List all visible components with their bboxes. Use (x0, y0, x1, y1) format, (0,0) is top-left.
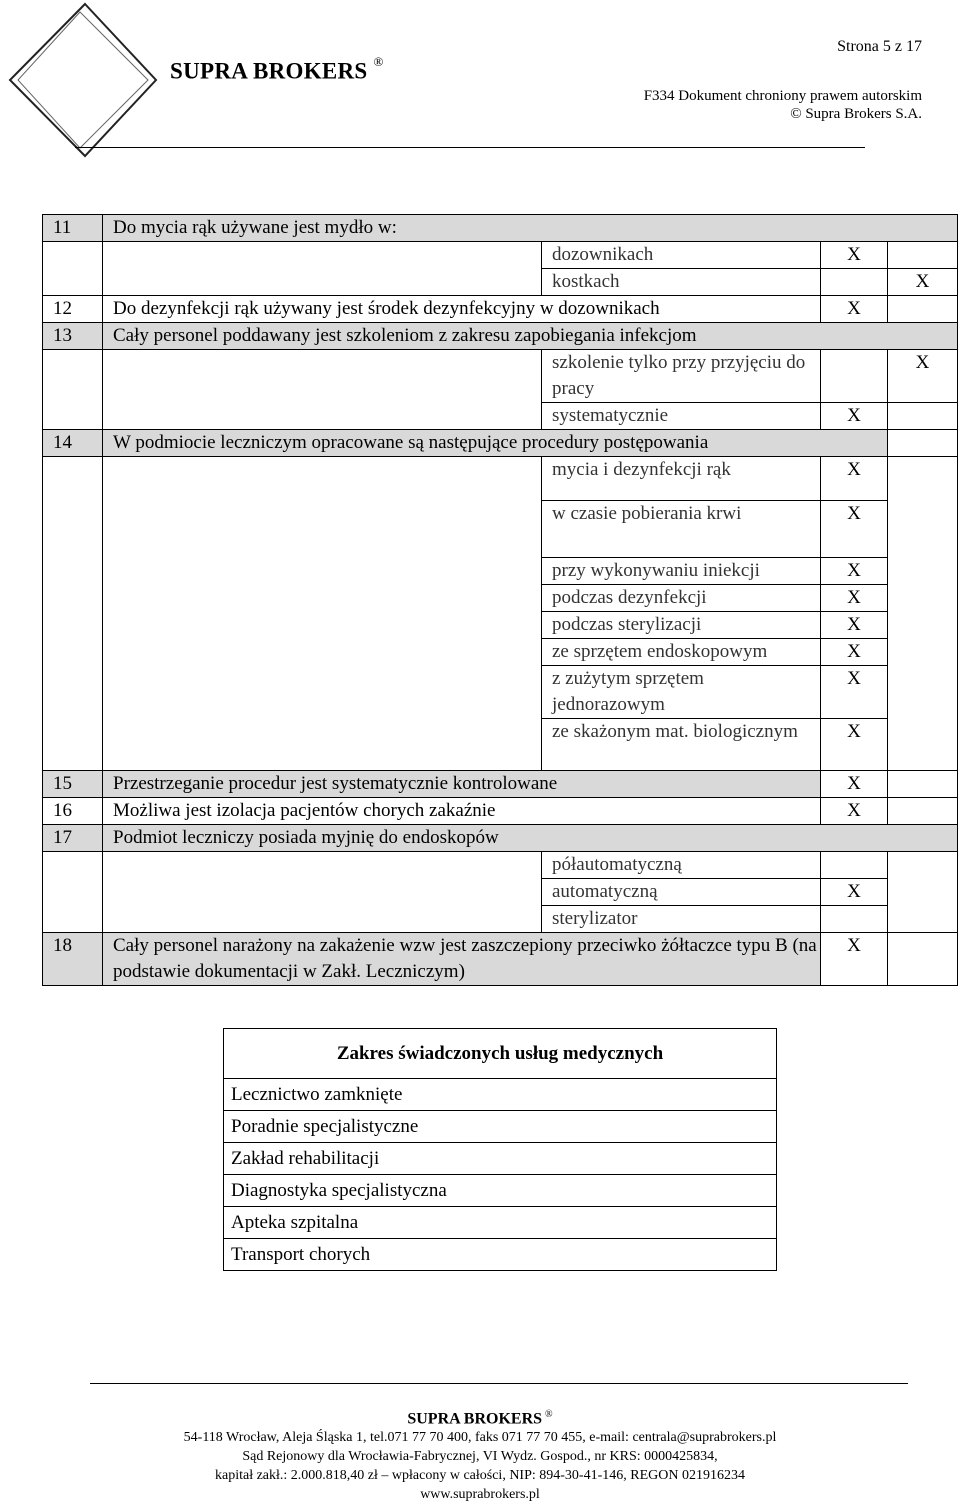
footer-capital: kapitał zakł.: 2.000.818,40 zł – wpłacony w całości, NIP: 894-30-41-146, REGON 021916234 (215, 1468, 745, 1484)
question-text: W podmiocie leczniczym opracowane są następujące procedury postępowania (103, 430, 888, 457)
answer-mark: X (821, 666, 888, 719)
option-row (43, 242, 958, 269)
option-label: dozownikach (542, 242, 821, 269)
answer-mark (821, 852, 888, 879)
option-label: automatyczną (542, 879, 821, 906)
option-label: ze skażonym mat. biologicznym (542, 719, 821, 771)
question-number: 16 (43, 798, 103, 825)
copyright-notice: F334 Dokument chroniony prawem autorskim (643, 88, 922, 104)
answer-mark: X (821, 719, 888, 771)
service-item: Diagnostyka specjalistyczna (224, 1175, 777, 1207)
question-text: Przestrzeganie procedur jest systematycznie kontrolowane (103, 771, 821, 798)
option-label: podczas dezynfekcji (542, 585, 821, 612)
questionnaire-table (42, 214, 958, 986)
question-text: Cały personel narażony na zakażenie wzw jest zaszczepiony przeciwko żółtaczce typu B (na podstawie dokumentacji w Zakł. Leczniczym) (103, 933, 821, 986)
question-row (43, 771, 958, 798)
answer-mark: X (821, 585, 888, 612)
footer-court: Sąd Rejonowy dla Wrocławia-Fabrycznej, VI Wydz. Gospod., nr KRS: 0000425834, (242, 1449, 718, 1465)
option-label: szkolenie tylko przy przyjęciu do pracy (542, 350, 821, 403)
answer-mark: X (821, 933, 888, 986)
answer-mark (888, 242, 958, 269)
answer-mark: X (821, 501, 888, 558)
footer-address: 54-118 Wrocław, Aleja Śląska 1, tel.071 77 70 400, faks 071 77 70 455, e-mail: centrala@suprabrokers.pl (183, 1430, 777, 1446)
question-number: 11 (43, 215, 103, 242)
question-text: Podmiot leczniczy posiada myjnię do endoskopów (103, 825, 958, 852)
service-item: Transport chorych (224, 1239, 777, 1271)
answer-mark: X (821, 879, 888, 906)
answer-mark (821, 906, 888, 933)
page-number: Strona 5 z 17 (837, 38, 922, 55)
answer-mark: X (821, 798, 888, 825)
service-item: Poradnie specjalistyczne (224, 1111, 777, 1143)
question-number: 12 (43, 296, 103, 323)
question-row (43, 323, 958, 350)
option-label: sterylizator (542, 906, 821, 933)
answer-mark: X (821, 771, 888, 798)
answer-mark (888, 403, 958, 430)
question-row (43, 933, 958, 986)
services-title: Zakres świadczonych usług medycznych (224, 1029, 777, 1079)
answer-mark: X (821, 242, 888, 269)
service-item: Lecznictwo zamknięte (224, 1079, 777, 1111)
option-row (43, 852, 958, 879)
question-row (43, 825, 958, 852)
option-row (43, 350, 958, 403)
option-label: w czasie pobierania krwi (542, 501, 821, 558)
answer-mark (821, 269, 888, 296)
footer (0, 1405, 960, 1504)
answer-mark: X (821, 558, 888, 585)
question-row (43, 430, 958, 457)
header-brand: SUPRA BROKERS ® (170, 54, 384, 84)
services-table (223, 1028, 777, 1271)
service-item: Apteka szpitalna (224, 1207, 777, 1239)
option-label: przy wykonywaniu iniekcji (542, 558, 821, 585)
question-number: 18 (43, 933, 103, 986)
question-text: Możliwa jest izolacja pacjentów chorych zakaźnie (103, 798, 821, 825)
question-number: 14 (43, 430, 103, 457)
question-number: 17 (43, 825, 103, 852)
question-row (43, 798, 958, 825)
footer-website[interactable]: www.suprabrokers.pl (420, 1487, 540, 1503)
question-text: Do dezynfekcji rąk używany jest środek dezynfekcyjny w dozownikach (103, 296, 821, 323)
option-label: podczas sterylizacji (542, 612, 821, 639)
answer-mark: X (821, 457, 888, 501)
footer-brand: SUPRA BROKERS ® (407, 1409, 553, 1428)
answer-mark: X (821, 296, 888, 323)
footer-divider (90, 1383, 908, 1384)
answer-mark: X (821, 612, 888, 639)
answer-mark (821, 350, 888, 403)
option-label: mycia i dezynfekcji rąk (542, 457, 821, 501)
option-label: półautomatyczną (542, 852, 821, 879)
question-row (43, 215, 958, 242)
question-text: Do mycia rąk używane jest mydło w: (103, 215, 958, 242)
option-row (43, 457, 958, 501)
answer-mark: X (888, 350, 958, 403)
question-number: 13 (43, 323, 103, 350)
answer-mark: X (821, 403, 888, 430)
option-label: kostkach (542, 269, 821, 296)
question-text: Cały personel poddawany jest szkoleniom z zakresu zapobiegania infekcjom (103, 323, 958, 350)
service-item: Zakład rehabilitacji (224, 1143, 777, 1175)
option-label: ze sprzętem endoskopowym (542, 639, 821, 666)
question-row (43, 296, 958, 323)
question-number: 15 (43, 771, 103, 798)
copyright-owner: © Supra Brokers S.A. (790, 106, 922, 122)
option-label: z zużytym sprzętem jednorazowym (542, 666, 821, 719)
supra-brokers-logo (0, 0, 160, 160)
answer-mark: X (821, 639, 888, 666)
answer-mark: X (888, 269, 958, 296)
answer-mark (888, 296, 958, 323)
option-label: systematycznie (542, 403, 821, 430)
header-divider (75, 147, 865, 148)
